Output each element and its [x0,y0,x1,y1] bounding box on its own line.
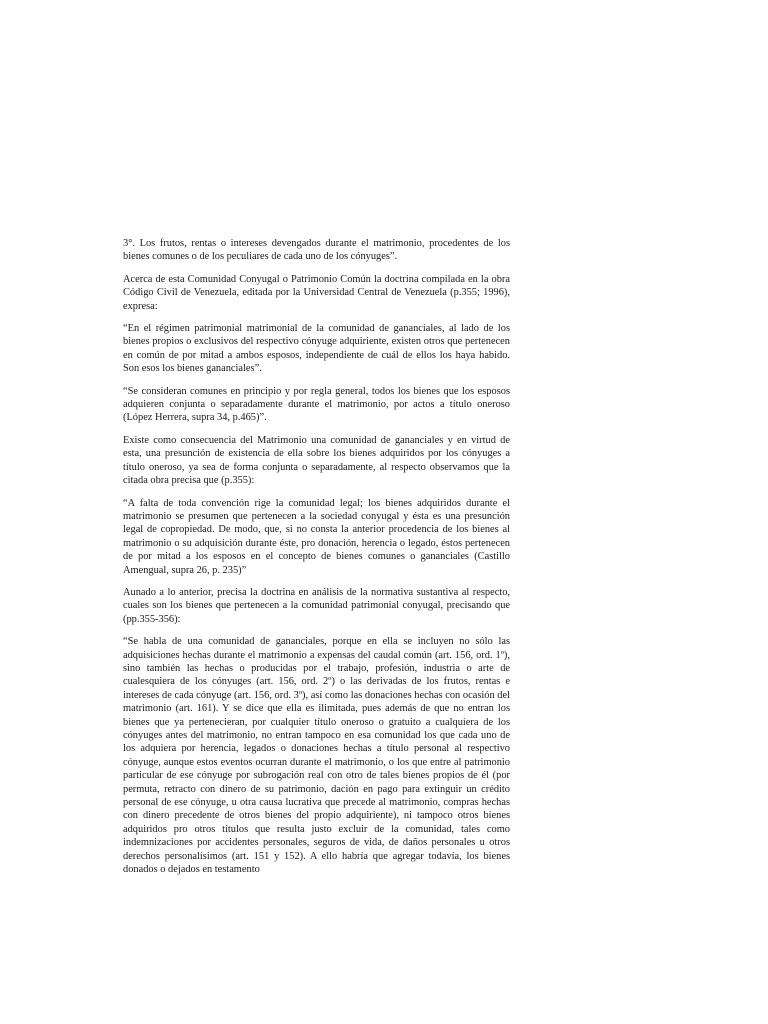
quote-bienes-comunes: “Se consideran comunes en principio y por regla general, todos los bienes que los esposos adquieren conjunta o separadamente durante el matrimonio, por actos a título oneroso (López Herrera, supra 34, p.465)”. [123,385,510,424]
quote-regimen-patrimonial: “En el régimen patrimonial matrimonial de la comunidad de gananciales, al lado de los bienes propios o exclusivos del respectivo cónyuge adquiriente, existen otros que pertenecen en común de por mitad a ambos esposos, independiente de cuál de ellos los haya habido. Son esos los bienes gananciales”. [123,323,510,375]
paragraph-aunado: Aunado a lo anterior, precisa la doctrina en análisis de la normativa sustantiva al respecto, cuales son los bienes que pertenecen a la comunidad patrimonial conyugal, precisando que (pp.355-356): [123,586,510,625]
paragraph-presuncion: Existe como consecuencia del Matrimonio una comunidad de gananciales y en virtud de esta, una presunción de existencia de ella sobre los bienes adquiridos por los cónyuges a título oneroso, ya sea de forma conjunta o separadamente, al respecto observamos que la citada obra precisa que (p.355): [123,434,510,487]
quote-comunidad-legal: “A falta de toda convención rige la comunidad legal; los bienes adquiridos durante el matrimonio se presumen que pertenecen a la sociedad conyugal y ésta es una presunción legal de copropiedad. De modo, que, si no consta la anterior procedencia de los bienes al matrimonio o su adquisición durante éste, pro donación, herencia o legado, éstos pertenecen de por mitad a los esposos en el concepto de bienes comunes o gananciales (Castillo Amengual, supra 26, p. 235)” [123,497,510,576]
paragraph-comunidad-conyugal: Acerca de esta Comunidad Conyugal o Patrimonio Común la doctrina compilada en la obra Código Civil de Venezuela, editada por la Universidad Central de Venezuela (p.355; 1996), expresa: [123,273,510,312]
document-page [123,237,510,885]
paragraph-frutos-rentas: 3°. Los frutos, rentas o intereses devengados durante el matrimonio, procedentes de los bienes comunes o de los peculiares de cada uno de los cónyuges”. [123,238,510,263]
quote-comunidad-gananciales: “Se habla de una comunidad de gananciales, porque en ella se incluyen no sólo las adquisiciones hechas durante el matrimonio a expensas del caudal común (art. 156, ord. 1º), sino también las hechas o producidas por el trabajo, profesión, industria o arte de cualesquiera de los cónyuges (art. 156, ord. 2º) o las derivadas de los frutos, rentas e intereses de cada cónyuge (art. 156, ord. 3º), así como las donaciones hechas con ocasión del matrimonio (art. 161). Y se dice que ella es ilimitada, pues además de que no entran los bienes que ya pertenecieran, por cualquier título oneroso o gratuito a cualquiera de los cónyuges antes del matrimonio, no entran tampoco en esa comunidad los que cada uno de los adquiera por herencia, legados o donaciones hechas a título personal al respectivo cónyuge, aunque estos eventos ocurran durante el matrimonio, o los que entre al patrimonio particular de ese cónyuge por subrogación real con otro de tales bienes propios de él (por permuta, retracto con dinero de su patrimonio, dación en pago para extinguir un crédito personal de ese cónyuge, u otra causa lucrativa que precede al matrimonio, compras hechas con dinero precedente de otros bienes del propio adquiriente), ni tampoco otros bienes adquiridos pro otros títulos que resulta justo excluir de la comunidad, tales como indemnizaciones por accidentes personales, seguros de vida, de daños personales u otros derechos personalísimos (art. 151 y 152). A ello habría que agregar todavía, los bienes donados o dejados en testamento [123,636,510,876]
